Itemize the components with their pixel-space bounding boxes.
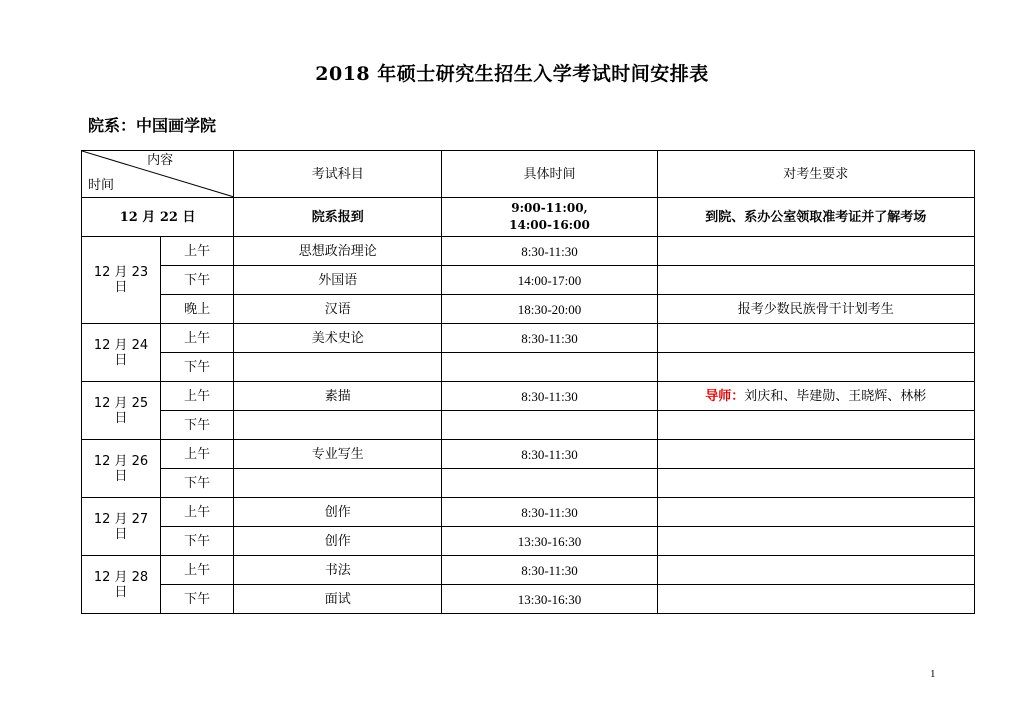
requirement-cell (657, 498, 974, 527)
requirement-cell (657, 266, 974, 295)
header-time: 具体时间 (442, 151, 657, 198)
registration-row (82, 198, 975, 237)
requirement-cell (657, 440, 974, 469)
table-row (82, 295, 975, 324)
date-line1: 12 月 24 (93, 337, 149, 353)
table-row (82, 411, 975, 440)
period-cell: 下午 (161, 585, 234, 614)
subject-cell: 美术史论 (234, 324, 442, 353)
diagonal-header-cell (82, 151, 234, 198)
time-cell (442, 469, 657, 498)
requirement-cell: 报考少数民族骨干计划考生 (657, 295, 974, 324)
date-cell (82, 498, 161, 556)
time-cell: 8:30-11:30 (442, 440, 657, 469)
date-line1: 12 月 28 (93, 569, 149, 585)
period-cell: 上午 (161, 237, 234, 266)
date-line2: 日 (114, 280, 128, 295)
registration-time-line1: 9:00-11:00, (511, 201, 588, 215)
advisor-names: 刘庆和、毕建勋、王晓辉、林彬 (744, 388, 927, 404)
table-row (82, 237, 975, 266)
requirement-cell (657, 411, 974, 440)
date-cell (82, 440, 161, 498)
time-cell: 8:30-11:30 (442, 556, 657, 585)
period-cell: 下午 (161, 266, 234, 295)
period-cell: 下午 (161, 353, 234, 382)
subject-cell (234, 469, 442, 498)
schedule-table (81, 150, 975, 614)
period-cell: 上午 (161, 324, 234, 353)
date-line1: 12 月 26 (93, 453, 149, 469)
period-cell: 上午 (161, 498, 234, 527)
requirement-cell (657, 556, 974, 585)
subject-cell (234, 411, 442, 440)
header-subject: 考试科目 (234, 151, 442, 198)
subject-cell: 创作 (234, 527, 442, 556)
table-row (82, 324, 975, 353)
department-label: 院系： (88, 116, 137, 135)
table-row (82, 353, 975, 382)
period-cell: 上午 (161, 556, 234, 585)
period-cell: 上午 (161, 382, 234, 411)
date-line2: 日 (114, 468, 128, 484)
date-line1: 12 月 25 (93, 395, 149, 411)
date-cell (82, 324, 161, 382)
date-line2: 日 (114, 410, 128, 426)
requirement-cell (657, 353, 974, 382)
department-line (88, 113, 216, 136)
subject-cell: 创作 (234, 498, 442, 527)
period-cell: 下午 (161, 527, 234, 556)
registration-time (442, 198, 657, 237)
period-cell: 下午 (161, 469, 234, 498)
registration-date: 12 月 22 日 (82, 198, 234, 237)
period-cell: 下午 (161, 411, 234, 440)
time-cell (442, 353, 657, 382)
subject-cell: 面试 (234, 585, 442, 614)
subject-cell: 思想政治理论 (234, 237, 442, 266)
page-title: 2018 年硕士研究生招生入学考试时间安排表 (315, 63, 709, 85)
date-cell (82, 237, 161, 324)
time-cell: 8:30-11:30 (442, 324, 657, 353)
table-row (82, 382, 975, 411)
time-cell: 8:30-11:30 (442, 237, 657, 266)
subject-cell: 专业写生 (234, 440, 442, 469)
subject-cell: 书法 (234, 556, 442, 585)
time-cell: 8:30-11:30 (442, 498, 657, 527)
header-content-label: 内容 (147, 153, 174, 168)
time-cell (442, 411, 657, 440)
subject-cell: 汉语 (234, 295, 442, 324)
date-cell (82, 382, 161, 440)
advisor-label: 导师： (705, 388, 745, 404)
requirement-cell (657, 382, 974, 411)
requirement-cell (657, 527, 974, 556)
table-row (82, 440, 975, 469)
time-cell: 13:30-16:30 (442, 527, 657, 556)
time-cell: 18:30-20:00 (442, 295, 657, 324)
department-name: 中国画学院 (136, 116, 217, 135)
requirement-cell (657, 469, 974, 498)
table-row (82, 556, 975, 585)
header-time-label: 时间 (88, 178, 115, 193)
header-row (82, 151, 975, 198)
date-line2: 日 (114, 526, 128, 542)
requirement-cell (657, 324, 974, 353)
table-row (82, 527, 975, 556)
requirement-cell (657, 237, 974, 266)
table-row (82, 585, 975, 614)
registration-subject: 院系报到 (234, 198, 442, 237)
subject-cell: 素描 (234, 382, 442, 411)
date-line1: 12 月 23 (93, 265, 149, 280)
period-cell: 晚上 (161, 295, 234, 324)
time-cell: 14:00-17:00 (442, 266, 657, 295)
header-requirement: 对考生要求 (657, 151, 974, 198)
date-cell (82, 556, 161, 614)
period-cell: 上午 (161, 440, 234, 469)
time-cell: 13:30-16:30 (442, 585, 657, 614)
subject-cell: 外国语 (234, 266, 442, 295)
subject-cell (234, 353, 442, 382)
table-row (82, 266, 975, 295)
registration-time-line2: 14:00-16:00 (509, 218, 590, 232)
table-row (82, 469, 975, 498)
date-line1: 12 月 27 (93, 511, 149, 527)
requirement-cell (657, 585, 974, 614)
registration-requirement: 到院、系办公室领取准考证并了解考场 (657, 198, 974, 237)
date-line2: 日 (114, 352, 128, 368)
table-row (82, 498, 975, 527)
time-cell: 8:30-11:30 (442, 382, 657, 411)
date-line2: 日 (114, 584, 128, 600)
page-number: 1 (930, 668, 936, 680)
